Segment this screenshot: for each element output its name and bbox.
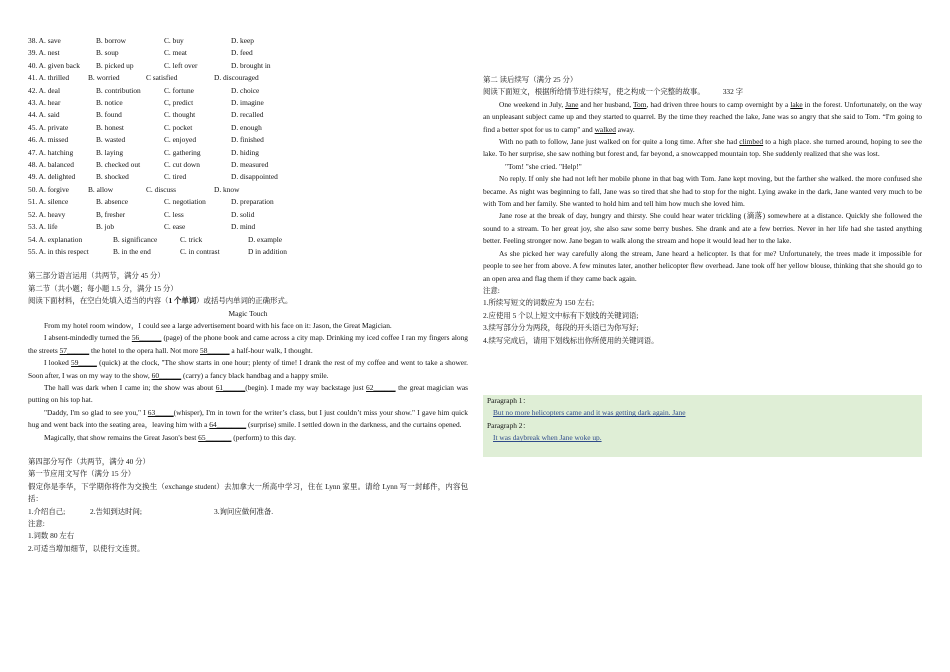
option-choice: D. imagine xyxy=(231,98,264,108)
blank-58: 58______ xyxy=(200,345,230,355)
option-choice: D. know xyxy=(214,184,240,194)
option-choice: 44. A. said xyxy=(28,110,60,120)
option-choice: C, predict xyxy=(164,98,194,108)
part3-heading: 第三部分语言运用（共两节，满分 45 分） xyxy=(28,271,165,281)
option-choice: D. solid xyxy=(231,209,255,219)
option-choice: 48. A. balanced xyxy=(28,160,74,170)
passage-para-1: From my hotel room window，I could see a large advertisement board with his face on it: Jason, the Great Magician. xyxy=(44,320,392,330)
option-row xyxy=(28,134,468,146)
part4-heading: 第四部分写作（共两节，满分 40 分） xyxy=(28,457,150,466)
passage-para-4: The hall was dark when I came in; the show was about 61______(begin). I made my way backstage just 62______ the great magician was putting on his top hat. xyxy=(28,382,468,405)
option-choice: B, fresher xyxy=(96,209,126,219)
part4-notes-label: 注意: xyxy=(28,519,45,529)
part4-item: 3.询问应做何准备. xyxy=(214,506,274,516)
option-row xyxy=(28,171,468,183)
option-choice: 46. A. missed xyxy=(28,135,69,145)
option-choice: 42. A. deal xyxy=(28,85,61,95)
paragraph-2-label: Paragraph 2： xyxy=(487,420,530,430)
part4-item: 2.告知到达时间; xyxy=(90,506,142,516)
part3-section: 第二节（共小题；每小题 1.5 分，满分 15 分） xyxy=(28,283,178,293)
option-row xyxy=(28,209,468,221)
part3-instructions: 阅读下面材料，在空白处填入适当的内容（1 个单词）或括号内单词的正确形式。 xyxy=(28,296,293,306)
option-choice: 41. A. thrilled xyxy=(28,73,70,83)
option-choice: 43. A. hear xyxy=(28,98,61,108)
paragraph-1-opener[interactable]: But no more helicopters came and it was getting dark again. Jane xyxy=(493,408,686,418)
option-choice: C. left over xyxy=(164,60,198,70)
option-choice: 49. A. delighted xyxy=(28,172,76,182)
part4-note: 2.可适当增加细节，以使行文连贯。 xyxy=(28,543,145,553)
option-choice: 39. A. nest xyxy=(28,48,60,58)
blank-60: 60______ xyxy=(151,370,182,380)
option-choice: B. significance xyxy=(113,234,158,244)
keyword: lake xyxy=(790,99,803,109)
option-choice: C. pocket xyxy=(164,122,193,132)
option-row xyxy=(28,246,468,258)
option-choice: C. less xyxy=(164,209,184,219)
option-row xyxy=(28,35,468,47)
option-choice: C. in contrast xyxy=(180,246,220,256)
option-choice: 40. A. given back xyxy=(28,60,80,70)
continuation-note: 3.续写部分分为两段，每段的开头语已为你写好; xyxy=(483,323,639,333)
option-choice: C. gathering xyxy=(164,147,201,157)
passage-para-2: I absent-mindedly turned the 56______ (page) of the phone book and came across a city map. Drinking my iced coffee I ran my fingers along the streets 57______ the hotel to the opera hall. Not more 58______ a half-hour walk, I thought. xyxy=(28,333,468,355)
option-choice: D. disappointed xyxy=(231,172,278,182)
paragraph-2-opener[interactable]: It was daybreak when Jane woke up. xyxy=(493,433,602,443)
option-choice: B. checked out xyxy=(96,160,141,170)
blank-62: 62______ xyxy=(366,382,396,392)
option-choice: C. enjoyed xyxy=(164,135,197,145)
option-choice: C. tired xyxy=(164,172,187,182)
part4-items xyxy=(28,506,468,518)
option-list xyxy=(28,35,468,258)
option-row xyxy=(28,85,468,97)
story-para-2: With no path to follow, Jane just walked on for quite a long time. After she had climbed to a high place. she turned around, hoping to see the lake. To her surprise, she saw nothing but forest and, far beyond, a snowcapped mountain top. She suddenly realized that she was lost. xyxy=(483,137,923,159)
continuation-instructions: 阅读下面短文，根据所给情节进行续写，使之构成一个完整的故事。 332 字 xyxy=(483,87,744,97)
option-choice: D. feed xyxy=(231,48,253,58)
option-choice: B. allow xyxy=(88,184,114,194)
option-choice: C. thought xyxy=(164,110,196,120)
option-choice: B. found xyxy=(96,110,122,120)
passage-para-3: I looked 59_____ (quick) at the clock, "The show starts in one hour; plenty of time! I drank the rest of my coffee and went to take a shower. Soon after, I was on my way to the show, 60______ (carry) a fancy black handbag and a happy smile. xyxy=(28,358,468,380)
blank-63: 63_____ xyxy=(147,407,174,417)
option-choice: D. discouraged xyxy=(214,73,259,83)
option-choice: B. honest xyxy=(96,122,124,132)
continuation-notes-label: 注意: xyxy=(483,285,500,295)
option-row xyxy=(28,97,468,109)
continuation-note: 1.所续写短文的词数应为 150 左右; xyxy=(483,298,595,308)
option-choice: D. recalled xyxy=(231,110,264,120)
option-choice: C. cut down xyxy=(164,160,200,170)
option-row xyxy=(28,221,468,233)
option-choice: B. shocked xyxy=(96,172,129,182)
left-column xyxy=(28,35,468,555)
blank-56: 56______ xyxy=(131,333,162,343)
option-row xyxy=(28,234,468,246)
story-para-4: No reply. If only she had not left her mobile phone in that bag with Tom. Jane kept moving, but the farther she walked. the more confused she became. As night was beginning to fall, Jane was so tired that she had to stop for the night. Lying awake in the dark, Jane wanted very much to be with Tom and her family. She wanted to hold him and tell him how much she loved him. xyxy=(483,174,922,209)
blank-64: 64________ xyxy=(209,420,247,430)
passage-title: Magic Touch xyxy=(228,308,268,318)
option-choice: C. buy xyxy=(164,36,184,45)
option-choice: B. job xyxy=(96,222,115,232)
option-choice: C. trick xyxy=(180,234,203,244)
option-choice: B. notice xyxy=(96,98,123,108)
option-choice: C. discuss xyxy=(146,184,176,194)
continuation-heading: 第二 读后续写（满分 25 分） xyxy=(483,75,578,84)
option-choice: D. choice xyxy=(231,85,260,95)
blank-57: 57______ xyxy=(59,345,90,355)
option-choice: 45. A. private xyxy=(28,122,69,132)
blank-65: 65_______ xyxy=(198,432,232,442)
option-choice: C. negotiation xyxy=(164,197,206,207)
part4-item: 1.介绍自己; xyxy=(28,506,66,516)
keyword: climbed xyxy=(739,137,764,147)
keyword: walked xyxy=(594,124,616,134)
blank-61: 61______ xyxy=(215,382,246,392)
option-choice: D. keep xyxy=(231,36,254,45)
story-para-1: One weekend in July, Jane and her husband, Tom, had driven three hours to camp overnight by a lake in the forest. Unfortunately, on the way an unpleasant subject came up and they started to quarrel. By the time they reached the lake, Jane was so angry that she said to Tom. “I'm going to find a better spot for us to camp" and walked away. xyxy=(483,99,922,134)
option-choice: 50. A. forgive xyxy=(28,184,69,194)
option-choice: B. worried xyxy=(88,73,120,83)
option-choice: D. enough xyxy=(231,122,262,132)
keyword: Tom xyxy=(633,99,647,109)
option-row xyxy=(28,47,468,59)
story-para-3: "Tom! "she cried. "Help!" xyxy=(505,161,582,171)
option-choice: C satisfied xyxy=(146,73,178,83)
option-row xyxy=(28,122,468,134)
option-choice: D. finished xyxy=(231,135,264,145)
option-choice: D. measured xyxy=(231,160,269,170)
option-choice: B. laying xyxy=(96,147,124,157)
option-row xyxy=(28,109,468,121)
answer-paragraphs-panel xyxy=(483,395,922,457)
option-choice: D. mind xyxy=(231,222,256,232)
option-choice: D. hiding xyxy=(231,147,259,157)
option-choice: 52. A. heavy xyxy=(28,209,66,219)
option-choice: D. preparation xyxy=(231,197,274,207)
story-para-6: As she picked her way carefully along the stream, Jane heard a helicopter. Is that for me? Unfortunately, the trees made it impossible for people to see her from above. A few minutes later, another helicopter flew overhead. Jane took off her yellow blouse, thinking that she should go to an open area and flag them if they came back again. xyxy=(483,248,922,283)
option-choice: B. picked up xyxy=(96,60,134,70)
option-choice: B. soup xyxy=(96,48,119,58)
option-choice: B. absence xyxy=(96,197,129,207)
continuation-note: 4.续写完成后，请用下划线标出你所使用的关键词语。 xyxy=(483,335,659,345)
blank-59: 59_____ xyxy=(71,358,97,368)
part4-note: 1.词数 80 左右 xyxy=(28,531,75,541)
option-choice: C. ease xyxy=(164,222,186,232)
word-count: 332 字 xyxy=(722,87,744,97)
option-choice: B. contribution xyxy=(96,85,141,95)
option-choice: B. in the end xyxy=(113,246,151,256)
option-choice: D. brought in xyxy=(231,60,271,70)
option-choice: B. wasted xyxy=(96,135,126,145)
option-row xyxy=(28,184,468,196)
option-choice: 51. A. silence xyxy=(28,197,69,207)
option-row xyxy=(28,60,468,72)
part4-prompt: 假定你是李华，下学期你将作为交换生（exchange student）去加拿大一所高中学习，住在 Lynn 家里。请给 Lynn 写一封邮件，内容包括： xyxy=(28,481,468,504)
option-row xyxy=(28,159,468,171)
keyword: Jane xyxy=(565,99,579,109)
option-choice: B. borrow xyxy=(96,36,126,45)
story-para-5: Jane rose at the break of day, hungry and thirsty. She could hear water trickling (滴落) somewhere at a distance. Quickly she followed the sound to a stream. To her great joy, she also saw some berry bushes. She drank and ate a few berries. Never in her life had she tasted anything better. Feeling stronger now. Jane began to walk along the stream and hope it would lead her to the lake. xyxy=(483,211,922,246)
option-choice: C. fortune xyxy=(164,85,194,95)
paragraph-1-label: Paragraph 1： xyxy=(487,396,530,405)
passage-para-6: Magically, that show remains the Great Jason's best 65_______ (perform) to this day. xyxy=(44,432,297,442)
option-choice: 38. A. save xyxy=(28,36,61,45)
option-choice: D. example xyxy=(248,234,283,244)
right-column xyxy=(483,74,922,347)
option-choice: C. meat xyxy=(164,48,187,58)
option-choice: 47. A. hatching xyxy=(28,147,74,157)
passage-para-5: "Daddy, I'm so glad to see you," I 63_____(whisper), I'm in town for the writer’s class, but I just couldn’t miss your show." I gave him quick hug and went back into the seating area，leaving him with a 64________ (surprise) smile. I settled down in the darkness, and the curtains opened. xyxy=(28,407,468,430)
option-row xyxy=(28,147,468,159)
option-choice: 54. A. explanation xyxy=(28,234,83,244)
part4-section: 第一节应用文写作（满分 15 分） xyxy=(28,469,136,479)
option-choice: 55. A. in this respect xyxy=(28,246,89,256)
continuation-note: 2.应使用 5 个以上短文中标有下划线的关键词语; xyxy=(483,310,639,320)
option-row xyxy=(28,196,468,208)
option-choice: 53. A. life xyxy=(28,222,58,232)
option-row xyxy=(28,72,468,84)
option-choice: D in addition xyxy=(248,246,288,256)
